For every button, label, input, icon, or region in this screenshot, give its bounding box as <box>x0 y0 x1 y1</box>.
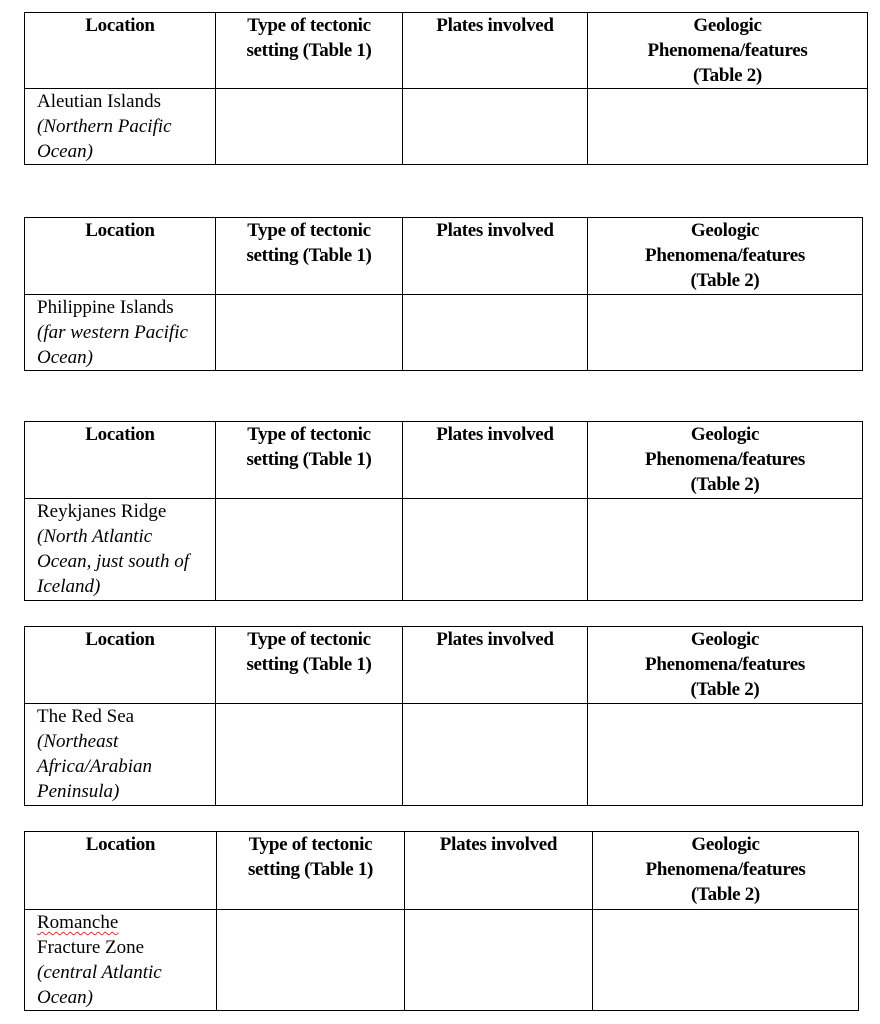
header-geo-line: (Table 2) <box>690 270 760 291</box>
header-plates-involved: Plates involved <box>403 218 588 295</box>
header-geo-line: Phenomena/features <box>645 654 805 675</box>
location-name: Reykjanes Ridge <box>37 501 167 522</box>
header-geo-line: Geologic <box>690 424 760 445</box>
header-tectonic-setting: Type of tectonic setting (Table 1) <box>216 13 403 89</box>
plates-involved-cell[interactable] <box>403 295 588 371</box>
geologic-phenomena-cell[interactable] <box>588 499 863 601</box>
header-geo-line: Geologic <box>693 15 762 36</box>
header-plates-involved: Plates involved <box>405 832 593 910</box>
geologic-phenomena-cell[interactable] <box>588 89 868 165</box>
header-geo-line: Phenomena/features <box>645 245 805 266</box>
plates-involved-cell[interactable] <box>403 499 588 601</box>
location-region: (Northern Pacific Ocean) <box>37 116 172 162</box>
header-location: Location <box>25 13 216 89</box>
location-region: (Northeast Africa/Arabian Peninsula) <box>37 731 153 802</box>
location-name-misspelled: Romanche <box>37 912 119 933</box>
tectonic-setting-cell[interactable] <box>216 499 403 601</box>
location-cell <box>25 910 217 1011</box>
header-tectonic-setting: Type of tectonic setting (Table 1) <box>217 832 405 910</box>
tectonic-setting-cell[interactable] <box>217 910 405 1011</box>
plates-involved-cell[interactable] <box>403 89 588 165</box>
header-plates-involved: Plates involved <box>403 627 588 704</box>
header-location: Location <box>25 627 216 704</box>
header-geo-line: Phenomena/features <box>645 449 805 470</box>
header-geologic-phenomena <box>593 832 859 910</box>
header-geologic-phenomena <box>588 422 863 499</box>
header-geologic-phenomena <box>588 13 868 89</box>
header-geo-line: (Table 2) <box>693 65 762 86</box>
header-geo-line: (Table 2) <box>690 679 760 700</box>
location-region: (central Atlantic Ocean) <box>37 962 162 1008</box>
location-name: Fracture Zone <box>37 937 145 958</box>
header-tectonic-setting: Type of tectonic setting (Table 1) <box>216 218 403 295</box>
location-name: The Red Sea <box>37 706 135 727</box>
location-table-4 <box>24 626 863 806</box>
location-table-2 <box>24 217 863 371</box>
header-location: Location <box>25 422 216 499</box>
plates-involved-cell[interactable] <box>405 910 593 1011</box>
header-geo-line: Phenomena/features <box>645 859 806 880</box>
header-geo-line: Geologic <box>690 629 760 650</box>
location-region: (far western Pacific Ocean) <box>37 322 188 368</box>
geologic-phenomena-cell[interactable] <box>593 910 859 1011</box>
header-geo-line: Geologic <box>690 220 760 241</box>
header-location: Location <box>25 218 216 295</box>
tectonic-setting-cell[interactable] <box>216 704 403 806</box>
header-geo-line: (Table 2) <box>690 474 760 495</box>
header-tectonic-setting: Type of tectonic setting (Table 1) <box>216 627 403 704</box>
location-name: Philippine Islands <box>37 297 174 318</box>
header-geologic-phenomena <box>588 218 863 295</box>
location-cell <box>25 295 216 371</box>
header-plates-involved: Plates involved <box>403 13 588 89</box>
tectonic-setting-cell[interactable] <box>216 89 403 165</box>
header-geo-line: Phenomena/features <box>647 40 808 61</box>
header-geo-line: (Table 2) <box>691 884 760 905</box>
header-plates-involved: Plates involved <box>403 422 588 499</box>
location-table-5 <box>24 831 859 1011</box>
location-table-3 <box>24 421 863 601</box>
header-location: Location <box>25 832 217 910</box>
plates-involved-cell[interactable] <box>403 704 588 806</box>
geologic-phenomena-cell[interactable] <box>588 295 863 371</box>
location-cell <box>25 89 216 165</box>
location-cell <box>25 499 216 601</box>
location-cell <box>25 704 216 806</box>
location-table-1 <box>24 12 868 165</box>
header-geologic-phenomena <box>588 627 863 704</box>
tectonic-setting-cell[interactable] <box>216 295 403 371</box>
location-region: (North Atlantic Ocean, just south of Iceland) <box>37 526 189 597</box>
header-tectonic-setting: Type of tectonic setting (Table 1) <box>216 422 403 499</box>
location-name: Aleutian Islands <box>37 91 162 112</box>
header-geo-line: Geologic <box>691 834 760 855</box>
geologic-phenomena-cell[interactable] <box>588 704 863 806</box>
